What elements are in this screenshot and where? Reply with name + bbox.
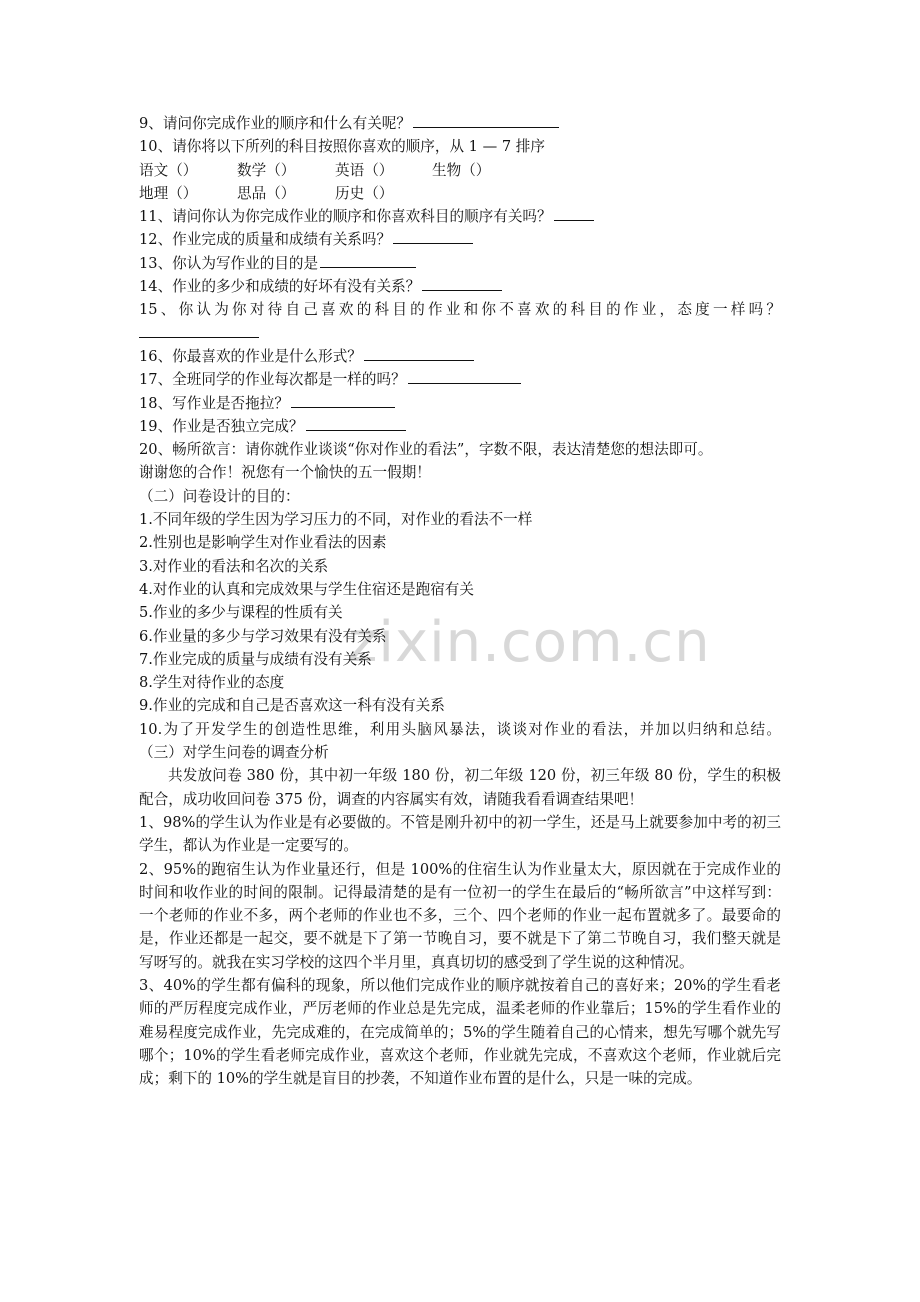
purpose-item: 2.性别也是影响学生对作业看法的因素	[139, 534, 387, 552]
subject-options-row-2	[139, 182, 781, 205]
purpose-heading: （二）问卷设计的目的：	[139, 487, 300, 505]
question-18: 18、写作业是否拖拉？	[139, 392, 781, 415]
question-12: 12、作业完成的质量和成绩有关系吗？	[139, 228, 781, 251]
question-9: 9、请问你完成作业的顺序和什么有关呢？	[139, 112, 781, 135]
answer-blank	[393, 228, 473, 244]
question-17: 17、全班同学的作业每次都是一样的吗？	[139, 368, 781, 391]
answer-blank	[422, 275, 502, 291]
subject-option: 数学（）	[237, 161, 296, 179]
analysis-paragraph-2: 2、95%的跑宿生认为作业量还行，但是 100%的住宿生认为作业量太大，原因就在于完成作业的时间和收作业的时间的限制。记得最清楚的是有一位初一的学生在最后的“畅所欲言”中这样写到：一个老师的作业不多，两个老师的作业也不多，三个、四个老师的作业一起布置就多了。最要命的是，作业还都是一起交，要不就是下了第一节晚自习，要不就是下了第二节晚自习，我们整天就是写呀写的。就我在实习学校的这四个半月里，真真切切的感受到了学生说的这种情况。	[139, 860, 781, 971]
question-19: 19、作业是否独立完成？	[139, 415, 781, 438]
analysis-paragraph-1: 1、98%的学生认为作业是有必要做的。不管是刚升初中的初一学生，还是马上就要参加中考的初三学生，都认为作业是一定要写的。	[139, 813, 781, 855]
subject-option: 生物（）	[432, 161, 491, 179]
answer-blank	[364, 345, 474, 361]
question-15: 15、你认为你对待自己喜欢的科目的作业和你不喜欢的科目的作业，态度一样吗？	[139, 301, 781, 319]
answer-blank	[306, 415, 406, 431]
question-16: 16、你最喜欢的作业是什么形式？	[139, 345, 781, 368]
answer-blank	[320, 252, 416, 268]
analysis-heading: （三）对学生问卷的调查分析	[139, 744, 329, 762]
subject-option: 地理（）	[139, 184, 198, 202]
purpose-item: 6.作业量的多少与学习效果有没有关系	[139, 627, 387, 645]
question-14: 14、作业的多少和成绩的好坏有没有关系？	[139, 275, 781, 298]
analysis-intro: 共发放问卷 380 份，其中初一年级 180 份，初二年级 120 份，初三年级 80 份，学生的积极配合，成功收回问卷 375 份，调查的内容属实有效，请随我看看调查结果吧！	[139, 767, 781, 808]
answer-blank	[554, 205, 594, 221]
subject-option: 语文（）	[139, 161, 198, 179]
purpose-item: 7.作业完成的质量与成绩有没有关系	[139, 650, 372, 668]
question-10: 10、请你将以下所列的科目按照你喜欢的顺序，从 1 — 7 排序	[139, 138, 545, 156]
answer-blank	[291, 392, 395, 408]
subject-options-row-1	[139, 159, 781, 182]
purpose-item: 3.对作业的看法和名次的关系	[139, 557, 329, 575]
watermark: zixin.com.cn	[348, 610, 711, 675]
purpose-item: 8.学生对待作业的态度	[139, 674, 285, 692]
subject-option: 思品（）	[237, 184, 296, 202]
document-body	[139, 112, 781, 1090]
purpose-item: 1.不同年级的学生因为学习压力的不同，对作业的看法不一样	[139, 511, 533, 529]
purpose-item: 4.对作业的认真和完成效果与学生住宿还是跑宿有关	[139, 580, 474, 598]
subject-option: 英语（）	[335, 161, 394, 179]
purpose-item: 10.为了开发学生的创造性思维，利用头脑风暴法，谈谈对作业的看法，并加以归纳和总结。	[139, 720, 781, 738]
subject-option: 历史（）	[335, 184, 394, 202]
purpose-item: 9.作业的完成和自己是否喜欢这一科有没有关系	[139, 697, 445, 715]
answer-blank	[139, 322, 259, 338]
question-13: 13、你认为写作业的目的是	[139, 252, 781, 275]
answer-blank	[408, 368, 521, 384]
question-15-answer	[139, 322, 781, 345]
question-11: 11、请问你认为你完成作业的顺序和你喜欢科目的顺序有关吗？	[139, 205, 781, 228]
purpose-item: 5.作业的多少与课程的性质有关	[139, 604, 343, 622]
thanks-line: 谢谢您的合作！祝您有一个愉快的五一假期！	[139, 464, 431, 482]
answer-blank	[413, 112, 559, 128]
analysis-paragraph-3: 3、40%的学生都有偏科的现象，所以他们完成作业的顺序就按着自己的喜好来；20%的学生看老师的严厉程度完成作业，严厉老师的作业总是先完成，温柔老师的作业靠后；15%的学生看作业的难易程度完成作业，先完成难的，在完成简单的；5%的学生随着自己的心情来，想先写哪个就先写哪个；10%的学生看老师完成作业，喜欢这个老师，作业就先完成，不喜欢这个老师，作业就后完成；剩下的 10%的学生就是盲目的抄袭，不知道作业布置的是什么，只是一味的完成。	[139, 976, 781, 1088]
question-20: 20、畅所欲言：请你就作业谈谈“你对作业的看法”，字数不限，表达清楚您的想法即可。	[139, 441, 713, 459]
